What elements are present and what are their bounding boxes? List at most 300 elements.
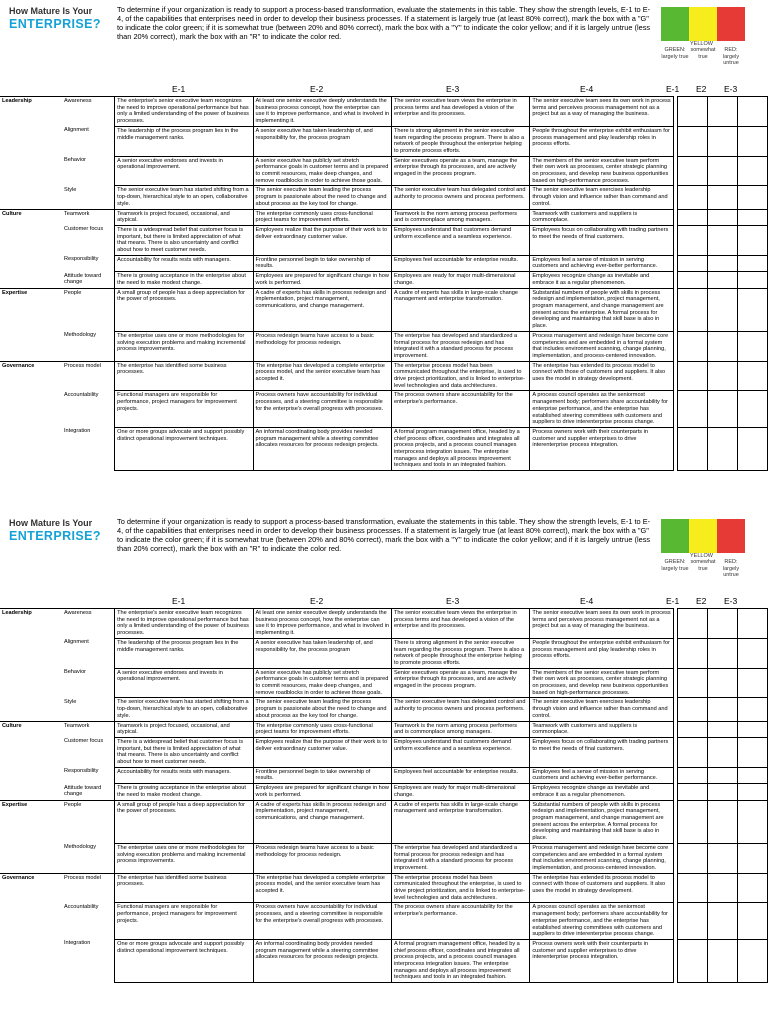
dimension-label: Teamwork	[62, 721, 115, 737]
rating-box-e3[interactable]	[737, 97, 767, 127]
rating-box-e2[interactable]	[708, 767, 738, 783]
column-header-check-e3: E-3	[724, 596, 738, 606]
rating-box-e1[interactable]	[678, 784, 708, 800]
table-row	[0, 800, 768, 843]
legend-green: GREEN: largely true	[661, 559, 689, 572]
table-row	[0, 225, 768, 255]
dimension-label: Methodology	[63, 844, 96, 851]
dimension-label: Alignment	[63, 639, 89, 646]
cell-e2: Frontline personnel begin to take ownership of results.	[253, 767, 391, 783]
cell-e2: The enterprise has developed a complete enterprise process model, and the senior executive team has accepted it.	[253, 873, 391, 903]
table-row	[0, 873, 768, 903]
cell-e3: There is strong alignment in the senior executive team regarding the process program. There is also a network of people throughout the enterprise helping to promote process efforts.	[391, 126, 529, 156]
rating-box-e2[interactable]	[708, 939, 738, 982]
cell-e1: There is a widespread belief that customer focus is important, but there is limited appreciation of what that means. There is also uncertainty and conflict about how to meet customer needs.	[115, 225, 253, 255]
rating-box-e3[interactable]	[737, 255, 767, 271]
cell-e4: People throughout the enterprise exhibit enthusiasm for process management and play leadership roles in process efforts.	[530, 638, 674, 668]
cell-e3: A formal program management office, headed by a chief process officer, coordinates and integrates all process projects, and a process council manages interprocess integration issues. The enterprise manages and deploys all process improvement techniques and tools in an integrated fashion.	[391, 427, 529, 470]
rating-box-e3[interactable]	[737, 800, 767, 843]
cell-e3: The senior executive team has delegated control and authority to process owners and process performers.	[391, 186, 529, 209]
dimension-label: Behavior	[63, 157, 87, 164]
column-header-e1: E-1	[172, 596, 186, 606]
cell-e1: Accountability for results rests with managers.	[115, 255, 253, 271]
title-line-2: ENTERPRISE?	[9, 529, 101, 543]
table-row	[0, 609, 768, 639]
rating-box-e2[interactable]	[708, 361, 738, 391]
table-row	[0, 698, 768, 721]
cell-e2: A senior executive has taken leadership of, and responsibility for, the process program	[253, 126, 391, 156]
column-header-e4: E-4	[580, 84, 594, 94]
table-row	[0, 721, 768, 737]
header	[0, 0, 768, 85]
column-header-check-e1: E-1	[666, 84, 680, 94]
cell-e3: Employees understand that customers demand uniform excellence and a seamless experience.	[391, 225, 529, 255]
table-row	[0, 186, 768, 209]
cell-e3: The enterprise has developed and standardized a formal process for process redesign and has integrated it with a standard process for process improvement.	[391, 843, 529, 873]
cell-e2: A senior executive has taken leadership of, and responsibility for, the process program	[253, 638, 391, 668]
rating-box-e1[interactable]	[678, 737, 708, 767]
cell-e1: The enterprise uses one or more methodologies for solving execution problems and making incremental process improvements.	[115, 843, 253, 873]
section-spacer	[0, 939, 62, 982]
cell-e3: Teamwork is the norm among process performers and is commonplace among managers.	[391, 209, 529, 225]
table-row	[0, 427, 768, 470]
section-label: Expertise	[0, 800, 62, 843]
dimension-label: Style	[63, 698, 77, 705]
rating-box-e1[interactable]	[678, 767, 708, 783]
rating-box-e3[interactable]	[737, 186, 767, 209]
cell-e2: The enterprise has developed a complete enterprise process model, and the senior executive team has accepted it.	[253, 361, 391, 391]
rating-box-e2[interactable]	[708, 721, 738, 737]
rating-box-e2[interactable]	[708, 391, 738, 428]
cell-e2: The senior executive team leading the process program is passionate about the need to change and about process as the key tool for change.	[253, 186, 391, 209]
legend-yellow: somewhat true	[690, 47, 716, 60]
dimension-label: Attitude toward change	[63, 784, 102, 798]
cell-e2: Frontline personnel begin to take ownership of results.	[253, 255, 391, 271]
rating-box-e1[interactable]	[678, 156, 708, 186]
cell-e4: A process council operates as the seniormost management body; performers share accountability for enterprise performance, and the enterprise has established steering committees with customers and suppliers to drive interenterprise process change.	[530, 391, 674, 428]
legend-red: RED: largely untrue	[722, 47, 740, 66]
cell-e1: A small group of people has a deep appreciation for the power of processes.	[115, 800, 253, 843]
maturity-table-body	[0, 96, 768, 471]
cell-e2: Process owners have accountability for individual processes, and a steering committee is responsible for the enterprise's overall progress with processes.	[253, 903, 391, 940]
column-header-check-e2: E2	[696, 84, 707, 94]
cell-e4: The members of the senior executive team perform their own work as processes, center strategic planning on processes, and develop new business opportunities based on high-performance processes.	[530, 668, 674, 698]
table-row	[0, 361, 768, 391]
column-header-e2: E-2	[310, 596, 324, 606]
yellow-swatch	[689, 519, 717, 553]
section-label: Culture	[0, 209, 62, 225]
cell-e1: Teamwork is project focused, occasional, and atypical.	[115, 209, 253, 225]
column-header-check-e2: E2	[696, 596, 707, 606]
cell-e4: The senior executive team exercises leadership through vision and influence rather than command and control.	[530, 698, 674, 721]
cell-e4: Process owners work with their counterparts in customer and supplier enterprises to drive interenterprise process integration.	[530, 427, 674, 470]
cell-e1: A senior executive endorses and invests in operational improvement.	[115, 668, 253, 698]
cell-e4: The senior executive team exercises leadership through vision and influence rather than command and control.	[530, 186, 674, 209]
rating-box-e3[interactable]	[737, 391, 767, 428]
color-legend	[661, 559, 745, 579]
section-label: Governance	[0, 361, 62, 391]
cell-e3: The enterprise process model has been communicated throughout the enterprise, is used to drive project prioritization, and is linked to enterprise-level technologies and data architectures.	[391, 361, 529, 391]
rating-box-e2[interactable]	[708, 609, 738, 639]
header-repeat	[0, 512, 768, 597]
rating-box-e3[interactable]	[737, 721, 767, 737]
table-row	[0, 391, 768, 428]
cell-e3: Teamwork is the norm among process performers and is commonplace among managers.	[391, 721, 529, 737]
column-headers	[0, 596, 768, 608]
table-row	[0, 255, 768, 271]
rating-box-e1[interactable]	[678, 331, 708, 361]
rating-box-e2[interactable]	[708, 737, 738, 767]
cell-e3: The process owners share accountability for the enterprise's performance.	[391, 391, 529, 428]
rating-box-e1[interactable]	[678, 939, 708, 982]
cell-e3: Employees are ready for major multi-dimensional change.	[391, 272, 529, 288]
section-spacer	[0, 272, 62, 288]
cell-e1: There is growing acceptance in the enterprise about the need to make modest change.	[115, 784, 253, 800]
table-row	[0, 156, 768, 186]
rating-box-e3[interactable]	[737, 272, 767, 288]
cell-e4: Employees feel a sense of mission in serving customers and achieving ever-better performance.	[530, 767, 674, 783]
section-spacer	[0, 391, 62, 428]
table-row	[0, 903, 768, 940]
cell-e1: The senior executive team has started shifting from a top-down, hierarchical style to an open, collaborative style.	[115, 698, 253, 721]
column-header-e2: E-2	[310, 84, 324, 94]
cell-e4: Substantial numbers of people with skills in process redesign and implementation, project management, program management, and change management are present across the enterprise. A formal process for developing and maintaining that skill base is also in place.	[530, 288, 674, 331]
dimension-label: Customer focus	[63, 226, 104, 233]
section-spacer	[0, 186, 62, 209]
rating-box-e1[interactable]	[678, 126, 708, 156]
cell-e3: The process owners share accountability for the enterprise's performance.	[391, 903, 529, 940]
cell-e3: Employees are ready for major multi-dimensional change.	[391, 784, 529, 800]
cell-e2: The enterprise commonly uses cross-functional project teams for improvement efforts.	[253, 721, 391, 737]
cell-e4: Employees focus on collaborating with trading partners to meet the needs of final customers.	[530, 225, 674, 255]
rating-box-e1[interactable]	[678, 668, 708, 698]
cell-e4: Process management and redesign have become core competencies and are embedded in a formal system that includes environment scanning, change planning, implementation, and process-centered innovation.	[530, 331, 674, 361]
rating-box-e2[interactable]	[708, 843, 738, 873]
rating-box-e3[interactable]	[737, 737, 767, 767]
cell-e1: One or more groups advocate and support possibly distinct operational improvement techniques.	[115, 939, 253, 982]
section-spacer	[0, 767, 62, 783]
rating-box-e1[interactable]	[678, 609, 708, 639]
cell-e2: At least one senior executive deeply understands the business process concept, how the enterprise can use it to improve performance, and what is involved in implementing it.	[253, 97, 391, 127]
column-header-check-e1: E-1	[666, 596, 680, 606]
yellow-label: YELLOW	[690, 41, 713, 47]
section-spacer	[0, 255, 62, 271]
cell-e2: Process owners have accountability for individual processes, and a steering committee is responsible for the enterprise's overall progress with processes.	[253, 391, 391, 428]
rating-box-e2[interactable]	[708, 668, 738, 698]
cell-e2: An informal coordinating body provides needed program management while a steering committee allocates resources for process redesign projects.	[253, 427, 391, 470]
rating-box-e1[interactable]	[678, 903, 708, 940]
cell-e3: A cadre of experts has skills in large-scale change management and enterprise transformation.	[391, 800, 529, 843]
rating-box-e1[interactable]	[678, 209, 708, 225]
section-spacer	[0, 427, 62, 470]
section-label: Leadership	[0, 609, 62, 639]
cell-e4: The senior executive team sees its own work in process terms and perceives process management not as a project but as a way of managing the business.	[530, 609, 674, 639]
red-swatch	[717, 7, 745, 41]
cell-e1: A senior executive endorses and invests in operational improvement.	[115, 156, 253, 186]
cell-e3: Employees feel accountable for enterprise results.	[391, 767, 529, 783]
cell-e2: Employees are prepared for significant change in how work is performed.	[253, 272, 391, 288]
rating-box-e3[interactable]	[737, 288, 767, 331]
cell-e4: Teamwork with customers and suppliers is commonplace.	[530, 209, 674, 225]
color-legend	[661, 47, 745, 67]
rating-box-e1[interactable]	[678, 186, 708, 209]
section-label: Expertise	[0, 288, 62, 331]
cell-e1: The enterprise has identified some business processes.	[115, 361, 253, 391]
cell-e4: A process council operates as the seniormost management body; performers share accountability for enterprise performance, and the enterprise has established steering committees with customers and suppliers to drive interenterprise process change.	[530, 903, 674, 940]
column-header-e4: E-4	[580, 596, 594, 606]
rating-box-e2[interactable]	[708, 427, 738, 470]
cell-e3: Employees understand that customers demand uniform excellence and a seamless experience.	[391, 737, 529, 767]
rating-box-e1[interactable]	[678, 391, 708, 428]
dimension-label: Process model	[62, 361, 115, 391]
rating-box-e2[interactable]	[708, 186, 738, 209]
cell-e1: Teamwork is project focused, occasional, and atypical.	[115, 721, 253, 737]
rating-box-e3[interactable]	[737, 609, 767, 639]
section-spacer	[0, 737, 62, 767]
section-label: Culture	[0, 721, 62, 737]
table-row	[0, 737, 768, 767]
intro-text: To determine if your organization is ready to support a process-based transformation, evaluate the statements in this table. They show the strength levels, E-1 to E-4, of the capabilities that enterprises need in order to develop their business processes. If a statement is largely true (at least 80% correct), mark the box with a "G" to indicate the color green; if it is somewhat true (between 20% and 80% correct), mark the box with a "Y" to indicate the color yellow; and if it is largely untrue (less than 20% correct), mark the box with an "R" to indicate the color red.	[117, 5, 651, 41]
section-label: Leadership	[0, 97, 62, 127]
cell-e4: Process management and redesign have become core competencies and are embedded in a formal system that includes environment scanning, change planning, implementation, and process-centered innovation.	[530, 843, 674, 873]
rating-box-e2[interactable]	[708, 272, 738, 288]
title-line-2: ENTERPRISE?	[9, 17, 101, 31]
cell-e3: The enterprise has developed and standardized a formal process for process redesign and has integrated it with a standard process for process improvement.	[391, 331, 529, 361]
rating-box-e2[interactable]	[708, 784, 738, 800]
cell-e1: One or more groups advocate and support possibly distinct operational improvement techniques.	[115, 427, 253, 470]
cell-e1: Accountability for results rests with managers.	[115, 767, 253, 783]
cell-e1: Functional managers are responsible for performance, project managers for improvement projects.	[115, 391, 253, 428]
cell-e1: Functional managers are responsible for performance, project managers for improvement projects.	[115, 903, 253, 940]
rating-box-e1[interactable]	[678, 721, 708, 737]
cell-e2: Employees realize that the purpose of their work is to deliver extraordinary customer value.	[253, 225, 391, 255]
rating-box-e2[interactable]	[708, 903, 738, 940]
rating-box-e1[interactable]	[678, 427, 708, 470]
rating-box-e1[interactable]	[678, 272, 708, 288]
yellow-swatch	[689, 7, 717, 41]
dimension-label: Methodology	[63, 332, 96, 339]
cell-e3: Employees feel accountable for enterprise results.	[391, 255, 529, 271]
cell-e3: The senior executive team views the enterprise in process terms and has developed a vision of the enterprise and its processes.	[391, 97, 529, 127]
cell-e2: An informal coordinating body provides needed program management while a steering committee allocates resources for process redesign projects.	[253, 939, 391, 982]
cell-e4: The enterprise has extended its process model to connect with those of customers and suppliers. It also uses the model in strategy development.	[530, 873, 674, 903]
rating-box-e2[interactable]	[708, 209, 738, 225]
cell-e4: Employees focus on collaborating with trading partners to meet the needs of final customers.	[530, 737, 674, 767]
cell-e1: There is growing acceptance in the enterprise about the need to make modest change.	[115, 272, 253, 288]
rating-box-e3[interactable]	[737, 126, 767, 156]
table-row	[0, 272, 768, 288]
cell-e4: Substantial numbers of people with skills in process redesign and implementation, project management, program management, and change management are present across the enterprise. A formal process for developing and maintaining that skill base is also in place.	[530, 800, 674, 843]
table-row	[0, 939, 768, 982]
legend-yellow: somewhat true	[690, 559, 716, 572]
rating-box-e3[interactable]	[737, 873, 767, 903]
cell-e3: The enterprise process model has been communicated throughout the enterprise, is used to drive project prioritization, and is linked to enterprise-level technologies and data architectures.	[391, 873, 529, 903]
green-swatch	[661, 7, 689, 41]
rating-box-e3[interactable]	[737, 843, 767, 873]
cell-e1: The enterprise's senior executive team recognizes the need to improve operational performance but has only a limited understanding of the power of business processes.	[115, 609, 253, 639]
section-spacer	[0, 331, 62, 361]
table-row	[0, 97, 768, 127]
table-row	[0, 209, 768, 225]
cell-e2: A cadre of experts has skills in process redesign and implementation, project management, communications, and change management.	[253, 800, 391, 843]
section-spacer	[0, 126, 62, 156]
rating-box-e3[interactable]	[737, 156, 767, 186]
table-row	[0, 126, 768, 156]
table-row	[0, 638, 768, 668]
cell-e2: Process redesign teams have access to a basic methodology for process redesign.	[253, 843, 391, 873]
rating-box-e2[interactable]	[708, 288, 738, 331]
rating-box-e1[interactable]	[678, 843, 708, 873]
dimension-label: Teamwork	[62, 209, 115, 225]
rating-box-e3[interactable]	[737, 361, 767, 391]
rating-box-e3[interactable]	[737, 767, 767, 783]
column-header-e1: E-1	[172, 84, 186, 94]
dimension-label: Style	[63, 186, 77, 193]
rating-box-e3[interactable]	[737, 225, 767, 255]
rating-box-e2[interactable]	[708, 97, 738, 127]
dimension-label: People	[62, 800, 115, 843]
rating-box-e2[interactable]	[708, 800, 738, 843]
cell-e2: Employees are prepared for significant change in how work is performed.	[253, 784, 391, 800]
rating-box-e3[interactable]	[737, 698, 767, 721]
rating-box-e3[interactable]	[737, 427, 767, 470]
cell-e3: A formal program management office, headed by a chief process officer, coordinates and integrates all process projects, and a process council manages interprocess integration issues. The enterprise manages and deploys all process improvement techniques and tools in an integrated fashion.	[391, 939, 529, 982]
cell-e1: The leadership of the process program lies in the middle management ranks.	[115, 126, 253, 156]
cell-e4: Employees recognize change as inevitable and embrace it as a regular phenomenon.	[530, 784, 674, 800]
rating-box-e1[interactable]	[678, 698, 708, 721]
section-spacer	[0, 156, 62, 186]
cell-e1: The leadership of the process program lies in the middle management ranks.	[115, 638, 253, 668]
section-spacer	[0, 225, 62, 255]
yellow-label: YELLOW	[690, 553, 713, 559]
column-header-check-e3: E-3	[724, 84, 738, 94]
section-spacer	[0, 784, 62, 800]
cell-e3: The senior executive team has delegated control and authority to process owners and process performers.	[391, 698, 529, 721]
rating-box-e1[interactable]	[678, 255, 708, 271]
cell-e1: The enterprise's senior executive team recognizes the need to improve operational performance but has only a limited understanding of the power of business processes.	[115, 97, 253, 127]
cell-e4: The senior executive team sees its own work in process terms and perceives process management not as a project but as a way of managing the business.	[530, 97, 674, 127]
dimension-label: Customer focus	[63, 738, 104, 745]
dimension-label: Accountability	[63, 903, 99, 910]
cell-e4: Teamwork with customers and suppliers is commonplace.	[530, 721, 674, 737]
cell-e3: Senior executives operate as a team, manage the enterprise through its processes, and are actively engaged in the process program.	[391, 156, 529, 186]
dimension-label: Behavior	[63, 669, 87, 676]
cell-e2: The senior executive team leading the process program is passionate about the need to change and about process as the key tool for change.	[253, 698, 391, 721]
cell-e3: The senior executive team views the enterprise in process terms and has developed a vision of the enterprise and its processes.	[391, 609, 529, 639]
color-swatches	[661, 7, 745, 41]
cell-e3: There is strong alignment in the senior executive team regarding the process program. There is also a network of people throughout the enterprise helping to promote process efforts.	[391, 638, 529, 668]
rating-box-e3[interactable]	[737, 209, 767, 225]
dimension-label: Integration	[63, 940, 91, 947]
cell-e2: A senior executive has publicly set stretch performance goals in customer terms and is prepared to commit resources, make deep changes, and remove roadblocks in order to achieve those goals.	[253, 668, 391, 698]
section-spacer	[0, 698, 62, 721]
maturity-table	[0, 608, 768, 1024]
cell-e2: A senior executive has publicly set stretch performance goals in customer terms and is prepared to commit resources, make deep changes, and remove roadblocks in order to achieve those goals.	[253, 156, 391, 186]
column-header-e3: E-3	[446, 84, 460, 94]
table-row	[0, 331, 768, 361]
table-row	[0, 288, 768, 331]
section-spacer	[0, 638, 62, 668]
title-line-1: How Mature Is Your	[9, 6, 93, 16]
cell-e2: A cadre of experts has skills in process redesign and implementation, project management, communications, and change management.	[253, 288, 391, 331]
dimension-label: Responsibility	[63, 256, 99, 263]
cell-e4: People throughout the enterprise exhibit enthusiasm for process management and play leadership roles in process efforts.	[530, 126, 674, 156]
rating-box-e2[interactable]	[708, 156, 738, 186]
cell-e1: The senior executive team has started shifting from a top-down, hierarchical style to an open, collaborative style.	[115, 186, 253, 209]
cell-e3: A cadre of experts has skills in large-scale change management and enterprise transformation.	[391, 288, 529, 331]
table-row	[0, 843, 768, 873]
table-row	[0, 784, 768, 800]
rating-box-e3[interactable]	[737, 939, 767, 982]
rating-box-e3[interactable]	[737, 331, 767, 361]
title-line-1: How Mature Is Your	[9, 518, 93, 528]
rating-box-e3[interactable]	[737, 784, 767, 800]
rating-box-e2[interactable]	[708, 225, 738, 255]
column-header-e3: E-3	[446, 596, 460, 606]
cell-e1: The enterprise has identified some business processes.	[115, 873, 253, 903]
page-panel-bottom	[0, 512, 768, 1024]
rating-box-e3[interactable]	[737, 668, 767, 698]
section-label: Governance	[0, 873, 62, 903]
intro-text: To determine if your organization is ready to support a process-based transformation, evaluate the statements in this table. They show the strength levels, E-1 to E-4, of the capabilities that enterprises need in order to develop their business processes. If a statement is largely true (at least 80% correct), mark the box with a "G" to indicate the color green; if it is somewhat true (between 20% and 80% correct), mark the box with a "Y" to indicate the color yellow; and if it is largely untrue (less than 20% correct), mark the box with an "R" to indicate the color red.	[117, 517, 651, 553]
section-spacer	[0, 903, 62, 940]
cell-e4: The members of the senior executive team perform their own work as processes, center strategic planning on processes, and develop new business opportunities based on high-performance processes.	[530, 156, 674, 186]
rating-box-e1[interactable]	[678, 873, 708, 903]
rating-box-e1[interactable]	[678, 225, 708, 255]
color-swatches	[661, 519, 745, 553]
cell-e4: Process owners work with their counterparts in customer and supplier enterprises to drive interenterprise process integration.	[530, 939, 674, 982]
dimension-label: Awareness	[62, 97, 115, 127]
rating-box-e2[interactable]	[708, 126, 738, 156]
rating-box-e1[interactable]	[678, 361, 708, 391]
rating-box-e2[interactable]	[708, 638, 738, 668]
rating-box-e1[interactable]	[678, 638, 708, 668]
section-spacer	[0, 668, 62, 698]
cell-e2: The enterprise commonly uses cross-functional project teams for improvement efforts.	[253, 209, 391, 225]
column-headers	[0, 84, 768, 96]
rating-box-e2[interactable]	[708, 873, 738, 903]
rating-box-e1[interactable]	[678, 800, 708, 843]
maturity-table	[0, 96, 768, 512]
cell-e1: A small group of people has a deep appreciation for the power of processes.	[115, 288, 253, 331]
cell-e2: At least one senior executive deeply understands the business process concept, how the enterprise can use it to improve performance, and what is involved in implementing it.	[253, 609, 391, 639]
dimension-label: Accountability	[63, 391, 99, 398]
green-swatch	[661, 519, 689, 553]
rating-box-e2[interactable]	[708, 255, 738, 271]
cell-e4: The enterprise has extended its process model to connect with those of customers and suppliers. It also uses the model in strategy development.	[530, 361, 674, 391]
dimension-label: Awareness	[62, 609, 115, 639]
rating-box-e1[interactable]	[678, 97, 708, 127]
cell-e2: Process redesign teams have access to a basic methodology for process redesign.	[253, 331, 391, 361]
rating-box-e3[interactable]	[737, 638, 767, 668]
legend-red: RED: largely untrue	[722, 559, 740, 578]
table-row	[0, 668, 768, 698]
cell-e1: The enterprise uses one or more methodologies for solving execution problems and making incremental process improvements.	[115, 331, 253, 361]
red-swatch	[717, 519, 745, 553]
cell-e3: Senior executives operate as a team, manage the enterprise through its processes, and are actively engaged in the process program.	[391, 668, 529, 698]
legend-green: GREEN: largely true	[661, 47, 689, 60]
dimension-label: Integration	[63, 428, 91, 435]
rating-box-e2[interactable]	[708, 331, 738, 361]
cell-e4: Employees recognize change as inevitable and embrace it as a regular phenomenon.	[530, 272, 674, 288]
table-row	[0, 767, 768, 783]
rating-box-e2[interactable]	[708, 698, 738, 721]
cell-e4: Employees feel a sense of mission in serving customers and achieving ever-better performance.	[530, 255, 674, 271]
dimension-label: Alignment	[63, 127, 89, 134]
rating-box-e3[interactable]	[737, 903, 767, 940]
rating-box-e1[interactable]	[678, 288, 708, 331]
cell-e2: Employees realize that the purpose of their work is to deliver extraordinary customer value.	[253, 737, 391, 767]
